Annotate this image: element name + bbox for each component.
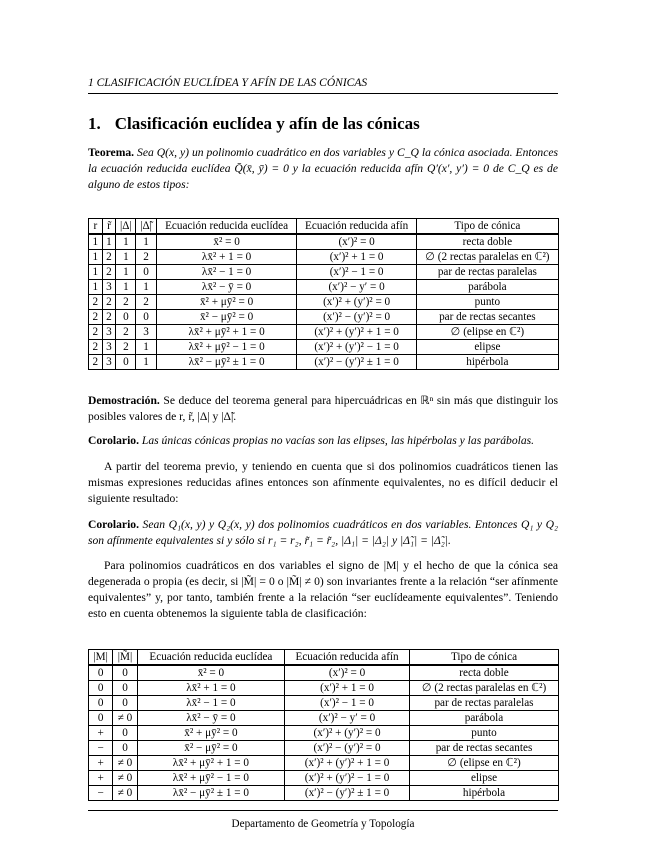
table-cell: ∅ (elipse en ℂ²) (416, 325, 558, 340)
table-row (89, 756, 559, 771)
column-header: |Δ̃| (136, 219, 156, 235)
corollary-1-text: Las únicas cónicas propias no vacías son las elipses, las hipérbolas y las parábolas. (141, 434, 535, 447)
table-cell: (x′)² + 1 = 0 (297, 250, 416, 265)
table-cell: 0 (89, 681, 113, 696)
table-cell: 1 (116, 280, 136, 295)
table-cell: 2 (116, 325, 136, 340)
table-cell: 2 (116, 340, 136, 355)
table-row (89, 771, 559, 786)
header-rule (88, 93, 558, 94)
table-cell: x̄² + μȳ² = 0 (137, 726, 284, 741)
table-cell: par de rectas secantes (410, 741, 559, 756)
table-cell: (x′)² − (y′)² = 0 (285, 741, 410, 756)
table-cell: punto (410, 726, 559, 741)
table-row (89, 250, 559, 265)
table-cell: (x′)² − (y′)² = 0 (297, 310, 416, 325)
table-header-row (89, 219, 559, 235)
table-cell: (x′)² = 0 (285, 665, 410, 681)
proof (88, 393, 558, 425)
table-cell: 0 (89, 696, 113, 711)
table-cell: 1 (136, 355, 156, 370)
table-row (89, 741, 559, 756)
theorem (88, 145, 558, 193)
table-cell: λx̄² + 1 = 0 (156, 250, 297, 265)
table-cell: λx̄² + μȳ² + 1 = 0 (156, 325, 297, 340)
table-cell: 2 (102, 250, 116, 265)
table-cell: 0 (113, 681, 137, 696)
table-cell: (x′)² + (y′)² = 0 (297, 295, 416, 310)
table-cell: λx̄² − ȳ = 0 (156, 280, 297, 295)
table-cell: − (89, 741, 113, 756)
paragraph-1: A partir del teorema previo, y teniendo en cuenta que si dos polinomios cuadráticos tienen las mismas expresiones reducidas afines entonces son afínmente equivalentes, no es difícil deducir el siguiente resultado: (88, 460, 558, 505)
column-header: Ecuación reducida afín (285, 650, 410, 666)
table-row (89, 340, 559, 355)
table-cell: − (89, 786, 113, 801)
table-row (89, 786, 559, 801)
table-cell: 2 (102, 265, 116, 280)
corollary-2 (88, 517, 558, 549)
table-cell: 3 (102, 325, 116, 340)
corollary-2-text: Sean Q₁(x, y) y Q₂(x, y) dos polinomios cuadráticos en dos variables. Entonces Q₁ y Q₂ son afínmente equivalentes si y sólo si r₁ = r₂, r̃₁ = r̃₂, |Δ₁| = |Δ₂| y |Δ̃₁| = |Δ̃₂|. (88, 518, 559, 547)
table-row (89, 726, 559, 741)
table-cell: (x′)² + (y′)² − 1 = 0 (285, 771, 410, 786)
table-cell: ∅ (elipse en ℂ²) (410, 756, 559, 771)
table-cell: par de rectas paralelas (416, 265, 558, 280)
table-cell: 2 (136, 295, 156, 310)
table-row (89, 265, 559, 280)
footer-rule (88, 810, 558, 811)
table-cell: + (89, 756, 113, 771)
table-cell: x̄² = 0 (137, 665, 284, 681)
table-cell: 0 (89, 711, 113, 726)
column-header: Tipo de cónica (410, 650, 559, 666)
table-cell: par de rectas paralelas (410, 696, 559, 711)
table-row (89, 681, 559, 696)
table-row (89, 295, 559, 310)
table-cell: elipse (410, 771, 559, 786)
corollary-1 (88, 433, 558, 449)
table-cell: 1 (136, 280, 156, 295)
column-header: |M| (89, 650, 113, 666)
table-cell: (x′)² + (y′)² + 1 = 0 (285, 756, 410, 771)
table-cell: ≠ 0 (113, 786, 137, 801)
table-row (89, 310, 559, 325)
table-cell: 1 (89, 250, 103, 265)
table-cell: 1 (89, 280, 103, 295)
running-head: 1 CLASIFICACIÓN EUCLÍDEA Y AFÍN DE LAS CÓNICAS (88, 77, 368, 89)
table-cell: 1 (89, 265, 103, 280)
column-header: r̃ (102, 219, 116, 235)
theorem-label: Teorema. (88, 146, 135, 159)
corollary-2-label: Corolario. (88, 518, 139, 531)
corollary-1-label: Corolario. (88, 434, 139, 447)
classification-table-rank (88, 218, 559, 370)
table-cell: (x′)² + (y′)² + 1 = 0 (297, 325, 416, 340)
table-cell: par de rectas secantes (416, 310, 558, 325)
table-cell: x̄² = 0 (156, 234, 297, 250)
table-row (89, 665, 559, 681)
table-cell: λx̄² + 1 = 0 (137, 681, 284, 696)
table-cell: λx̄² − ȳ = 0 (137, 711, 284, 726)
column-header: Tipo de cónica (416, 219, 558, 235)
table-cell: parábola (416, 280, 558, 295)
table-row (89, 696, 559, 711)
table-cell: 0 (113, 741, 137, 756)
table-cell: (x′)² − 1 = 0 (285, 696, 410, 711)
table-header-row (89, 650, 559, 666)
column-header: Ecuación reducida euclídea (156, 219, 297, 235)
table-cell: ∅ (2 rectas paralelas en ℂ²) (416, 250, 558, 265)
table-cell: λx̄² − μȳ² ± 1 = 0 (156, 355, 297, 370)
table-cell: x̄² + μȳ² = 0 (156, 295, 297, 310)
table-cell: 1 (116, 250, 136, 265)
table-row (89, 234, 559, 250)
table-cell: 0 (136, 265, 156, 280)
table-cell: (x′)² + 1 = 0 (285, 681, 410, 696)
table-cell: λx̄² − μȳ² ± 1 = 0 (137, 786, 284, 801)
table-cell: 1 (89, 234, 103, 250)
table-cell: 0 (136, 310, 156, 325)
table-cell: λx̄² − 1 = 0 (156, 265, 297, 280)
table-row (89, 711, 559, 726)
table-cell: 2 (136, 250, 156, 265)
table-cell: 0 (89, 665, 113, 681)
table-cell: (x′)² + (y′)² − 1 = 0 (297, 340, 416, 355)
table-cell: 2 (89, 325, 103, 340)
table-cell: recta doble (416, 234, 558, 250)
table-cell: λx̄² + μȳ² + 1 = 0 (137, 756, 284, 771)
table-cell: recta doble (410, 665, 559, 681)
section-title-text: Clasificación euclídea y afín de las cónicas (114, 114, 420, 133)
table-cell: 1 (102, 234, 116, 250)
table-cell: 3 (102, 355, 116, 370)
table-cell: x̄² − μȳ² = 0 (156, 310, 297, 325)
table-cell: punto (416, 295, 558, 310)
table-cell: + (89, 726, 113, 741)
table-cell: (x′)² = 0 (297, 234, 416, 250)
table-cell: ≠ 0 (113, 711, 137, 726)
table-cell: 3 (102, 340, 116, 355)
table-cell: elipse (416, 340, 558, 355)
classification-table-determinant (88, 649, 559, 801)
table-cell: ≠ 0 (113, 771, 137, 786)
column-header: Ecuación reducida afín (297, 219, 416, 235)
paragraph-2: Para polinomios cuadráticos en dos variables el signo de |M| y el hecho de que la cónica sea degenerada o propia (es decir, si |M̃| = 0 o |M̃| ≠ 0) son invariantes frente a la relación “ser afínmente equivalentes” y, por tanto, también frente a la relación “ser euclídeamente equivalentes”. Teniendo esto en cuenta obtenemos la siguiente tabla de clasificación: (88, 559, 558, 620)
table-cell: 0 (113, 665, 137, 681)
table-row (89, 325, 559, 340)
table-cell: 0 (113, 696, 137, 711)
table-cell: x̄² − μȳ² = 0 (137, 741, 284, 756)
table-row (89, 355, 559, 370)
table-cell: 2 (89, 295, 103, 310)
table-cell: 2 (102, 310, 116, 325)
section-number: 1. (88, 114, 101, 133)
table-cell: 0 (116, 355, 136, 370)
table-cell: (x′)² − (y′)² ± 1 = 0 (297, 355, 416, 370)
column-header: Ecuación reducida euclídea (137, 650, 284, 666)
table-cell: 2 (116, 295, 136, 310)
table-cell: (x′)² − y′ = 0 (297, 280, 416, 295)
table-cell: (x′)² − 1 = 0 (297, 265, 416, 280)
table-cell: 0 (113, 726, 137, 741)
table-cell: ∅ (2 rectas paralelas en ℂ²) (410, 681, 559, 696)
table-cell: 3 (136, 325, 156, 340)
table-cell: 2 (102, 295, 116, 310)
column-header: |Δ| (116, 219, 136, 235)
column-header: |M̃| (113, 650, 137, 666)
table-cell: parábola (410, 711, 559, 726)
table-cell: 1 (116, 265, 136, 280)
table-cell: 2 (89, 310, 103, 325)
table-cell: ≠ 0 (113, 756, 137, 771)
table-cell: λx̄² + μȳ² − 1 = 0 (156, 340, 297, 355)
table-cell: 1 (136, 340, 156, 355)
table-cell: (x′)² − (y′)² ± 1 = 0 (285, 786, 410, 801)
section-title (88, 114, 420, 134)
table-cell: 2 (89, 355, 103, 370)
table-cell: (x′)² − y′ = 0 (285, 711, 410, 726)
table-cell: hipérbola (410, 786, 559, 801)
table-cell: (x′)² + (y′)² = 0 (285, 726, 410, 741)
footer: Departamento de Geometría y Topología (231, 818, 415, 830)
table-cell: 2 (89, 340, 103, 355)
table-cell: + (89, 771, 113, 786)
proof-text: Se deduce del teorema general para hipercuádricas en ℝⁿ sin más que distinguir los posibles valores de r, r̃, |Δ| y |Δ̃|. (88, 394, 559, 423)
column-header: r (89, 219, 103, 235)
table-cell: 0 (116, 310, 136, 325)
table-cell: 1 (116, 234, 136, 250)
table-cell: λx̄² + μȳ² − 1 = 0 (137, 771, 284, 786)
table-cell: 1 (136, 234, 156, 250)
table-cell: 3 (102, 280, 116, 295)
theorem-text: Sea Q(x, y) un polinomio cuadrático en dos variables y C_Q la cónica asociada. Entonces la ecuación reducida euclídea Q̄(x̄, ȳ) = 0 y la ecuación reducida afín Q′(x′, y′) = 0 de C_Q es de alguno de estos tipos: (88, 146, 558, 191)
table-cell: λx̄² − 1 = 0 (137, 696, 284, 711)
table-row (89, 280, 559, 295)
table-cell: hipérbola (416, 355, 558, 370)
proof-label: Demostración. (88, 394, 160, 407)
